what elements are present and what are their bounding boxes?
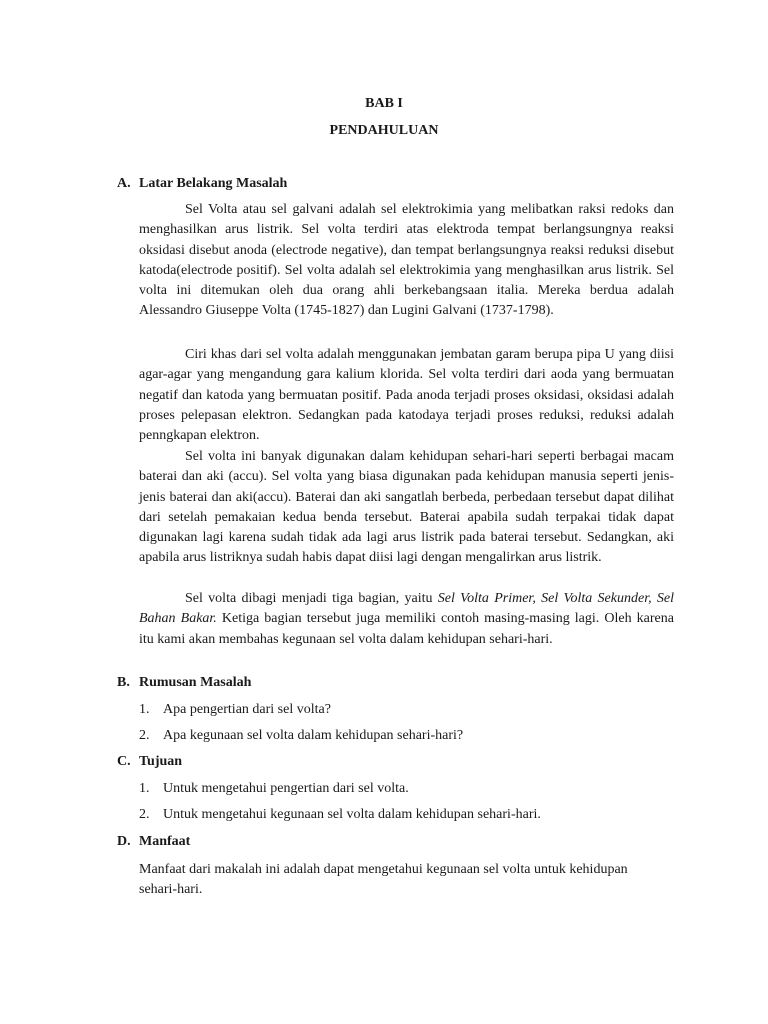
section-heading-d — [117, 833, 190, 851]
paragraph-a2: Ciri khas dari sel volta adalah menggunakan jembatan garam berupa pipa U yang diisi agar-agar yang mengandung gara kalium klorida. Sel volta terdiri dari aoda yang bermuatan negatif dan katoda yang bermuatan positif. Pada anoda terjadi proses oksidasi, oksidasi adalah proses pelepasan elektron. Sedangkan pada katodaya terjadi proses reduksi, reduksi adalah penngkapan elektron. — [139, 347, 674, 444]
section-title: Manfaat — [139, 834, 191, 849]
list-item — [139, 806, 541, 824]
list-text: Untuk mengetahui kegunaan sel volta dalam kehidupan sehari-hari. — [163, 807, 541, 822]
list-item — [139, 701, 331, 719]
list-text: Apa kegunaan sel volta dalam kehidupan sehari-hari? — [163, 728, 464, 743]
section-title: Rumusan Masalah — [139, 675, 252, 690]
section-title: Latar Belakang Masalah — [139, 176, 288, 191]
paragraph-a4-end: Ketiga bagian tersebut juga memiliki contoh masing-masing lagi. Oleh karena itu kami akan membahas kegunaan sel volta dalam kehidupan sehari-hari. — [139, 611, 674, 647]
section-heading-a — [117, 175, 287, 193]
section-title: Tujuan — [139, 754, 183, 769]
list-number: 1. — [139, 781, 150, 796]
list-number: 1. — [139, 702, 150, 717]
paragraph-a4-italic: Sel Volta Primer, Sel Volta Sekunder, Sel Bahan Bakar. — [139, 591, 674, 627]
section-heading-b — [117, 674, 251, 692]
list-item — [139, 727, 463, 745]
list-text: Untuk mengetahui pengertian dari sel volta. — [163, 781, 409, 796]
section-letter: A. — [117, 176, 131, 191]
paragraph-a4 — [139, 589, 674, 650]
section-letter: C. — [117, 754, 131, 769]
chapter-number: BAB I — [365, 96, 403, 111]
list-number: 2. — [139, 728, 150, 743]
section-letter: D. — [117, 834, 131, 849]
list-text: Apa pengertian dari sel volta? — [163, 702, 331, 717]
list-item — [139, 780, 409, 798]
paragraph-d1: Manfaat dari makalah ini adalah dapat mengetahui kegunaan sel volta untuk kehidupan sehari-hari. — [139, 862, 628, 898]
paragraph-a1: Sel Volta atau sel galvani adalah sel elektrokimia yang melibatkan raksi redoks dan menghasilkan arus listrik. Sel volta terdiri atas elektroda tempat berlangsungnya reaksi oksidasi disebut anoda (electrode negative), dan tempat berlangsungnya reaksi reduksi disebut katoda(electrode positif). Sel volta adalah sel elektrokimia yang menghasilkan arus listrik. Sel volta ini ditemukan oleh dua orang ahli berkebangsaan italia. Mereka berdua adalah Alessandro Giuseppe Volta (1745-1827) dan Lugini Galvani (1737-1798). — [139, 202, 674, 319]
list-number: 2. — [139, 807, 150, 822]
section-letter: B. — [117, 675, 130, 690]
paragraph-a4-start: Sel volta dibagi menjadi tiga bagian, yaitu — [185, 591, 438, 606]
section-heading-c — [117, 753, 182, 771]
paragraph-a3: Sel volta ini banyak digunakan dalam kehidupan sehari-hari seperti berbagai macam baterai dan aki (accu). Sel volta yang biasa digunakan pada kehidupan manusia seperti jenis-jenis baterai dan aki(accu). Baterai dan aki sangatlah berbeda, perbedaan tersebut dapat dilihat dari setelah pemakaian kedua benda tersebut. Baterai apabila sudah terpakai tidak dapat digunakan lagi karena sudah tidak ada lagi arus listrik pada baterai tersebut. Sedangkan, aki apabila arus listriknya sudah habis dapat diisi lagi dengan mengalirkan arus listrik. — [139, 449, 674, 566]
chapter-title: PENDAHULUAN — [329, 123, 439, 138]
